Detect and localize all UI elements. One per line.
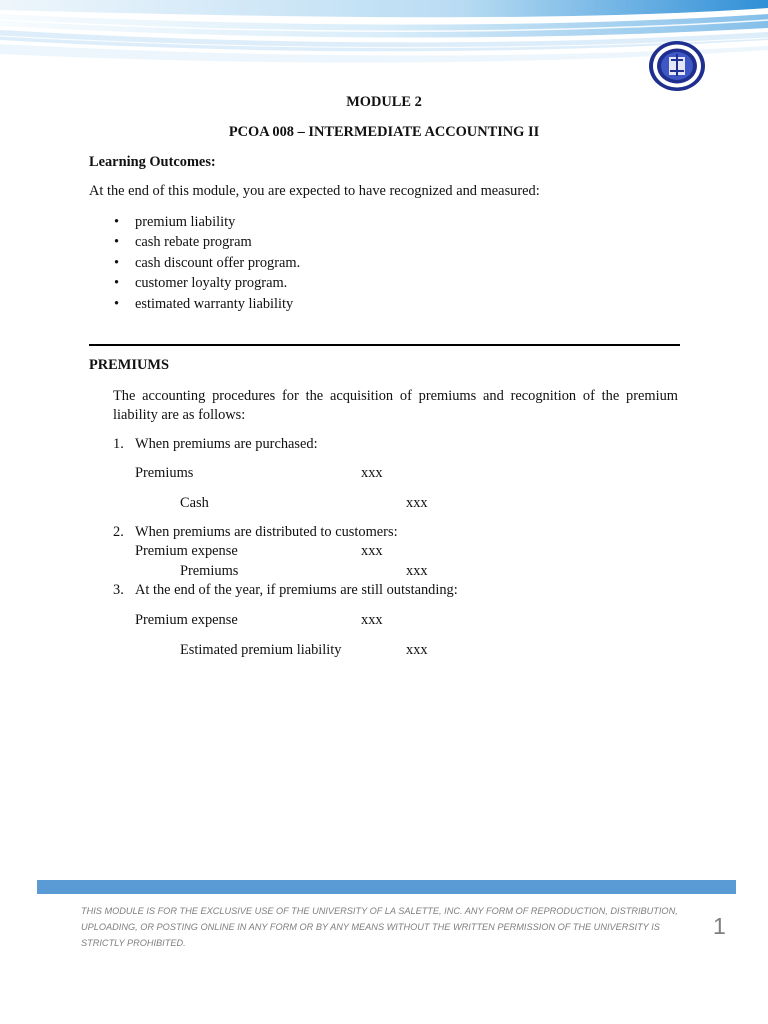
- journal-debit-amount: xxx: [361, 465, 383, 481]
- list-item: • cash discount offer program.: [114, 254, 301, 271]
- journal-debit-amount: xxx: [361, 612, 383, 628]
- journal-debit-account: Premiums: [135, 465, 194, 481]
- journal-debit-account: Premium expense: [135, 612, 238, 628]
- list-item: • cash rebate program: [114, 234, 252, 251]
- premiums-paragraph: The accounting procedures for the acquisition of premiums and recognition of the premium liability are as follows:: [113, 388, 678, 423]
- journal-credit-account: Cash: [180, 495, 209, 511]
- step-text: At the end of the year, if premiums are still outstanding:: [135, 582, 458, 598]
- list-item: • premium liability: [114, 214, 236, 230]
- page-number: 1: [713, 913, 726, 939]
- list-item: • customer loyalty program.: [114, 275, 288, 292]
- footer-copyright-notice: THIS MODULE IS FOR THE EXCLUSIVE USE OF THE UNIVERSITY OF LA SALETTE, INC. ANY FORM OF REPRODUCTION, DISTRIBUTION, UPLOADING, OR POSTING ONLINE IN ANY FORM OR BY ANY MEANS WITHOUT THE WRITTEN PERMISSION OF THE UNIVERSITY IS STRICTLY PROHIBITED.: [81, 906, 678, 948]
- list-item: • estimated warranty liability: [114, 295, 294, 312]
- premiums-heading: PREMIUMS: [89, 357, 169, 373]
- bullet-icon: •: [114, 295, 120, 312]
- bullet-icon: •: [114, 214, 120, 230]
- university-seal-icon: [648, 40, 706, 92]
- journal-credit-account: Estimated premium liability: [180, 642, 342, 658]
- journal-credit-amount: xxx: [406, 495, 428, 511]
- module-title: MODULE 2: [346, 94, 422, 110]
- journal-credit-amount: xxx: [406, 563, 428, 579]
- course-title: PCOA 008 – INTERMEDIATE ACCOUNTING II: [228, 124, 540, 140]
- bullet-icon: •: [114, 234, 120, 251]
- learning-outcomes-list: [112, 212, 300, 314]
- step-number: 3.: [113, 582, 124, 598]
- journal-credit-account: Premiums: [180, 563, 239, 579]
- bullet-icon: •: [114, 275, 120, 292]
- journal-credit-amount: xxx: [406, 642, 428, 658]
- learning-outcomes-heading: Learning Outcomes:: [89, 154, 216, 170]
- step-number: 1.: [113, 436, 124, 452]
- journal-debit-account: Premium expense: [135, 543, 238, 559]
- learning-outcomes-intro: At the end of this module, you are expected to have recognized and measured:: [89, 183, 540, 199]
- journal-debit-amount: xxx: [361, 543, 383, 559]
- section-divider: [89, 344, 680, 346]
- step-text: When premiums are purchased:: [135, 436, 318, 452]
- step-text: When premiums are distributed to customers:: [135, 524, 398, 540]
- step-number: 2.: [113, 524, 124, 540]
- footer-accent-bar: [37, 880, 736, 894]
- bullet-icon: •: [114, 254, 120, 271]
